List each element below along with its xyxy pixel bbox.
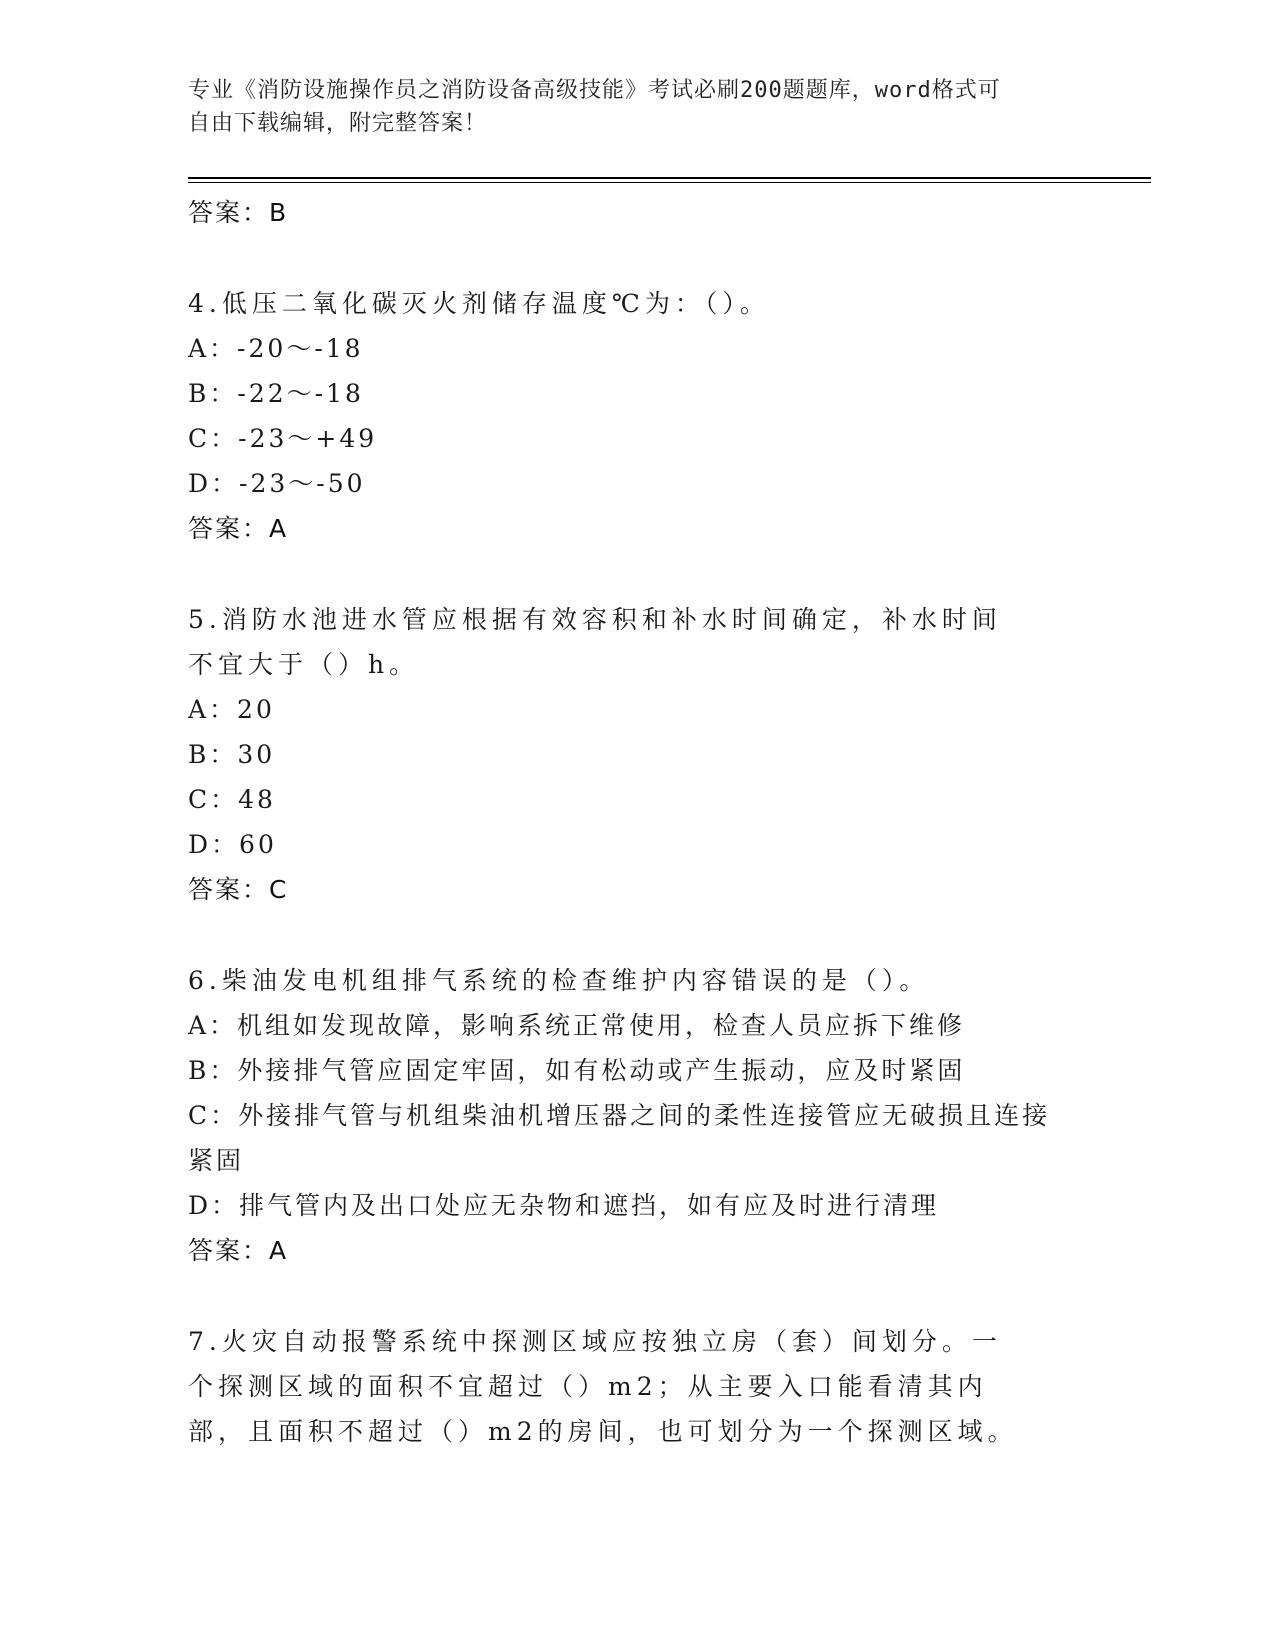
option-c: C：48 bbox=[188, 785, 276, 814]
question-block-4 bbox=[188, 281, 1088, 551]
spacer bbox=[188, 551, 1088, 597]
question-block-7 bbox=[188, 1319, 1088, 1454]
question-block-5 bbox=[188, 597, 1088, 912]
question-text: 5.消防水池进水管应根据有效容积和补水时间确定，补水时间不宜大于（）h。 bbox=[188, 605, 1002, 679]
option-a: A：机组如发现故障，影响系统正常使用，检查人员应拆下维修 bbox=[188, 1011, 966, 1040]
spacer bbox=[188, 235, 1088, 281]
option-c: C：-23～+49 bbox=[188, 424, 378, 453]
header-divider-thin bbox=[188, 182, 1151, 183]
question-text: 7.火灾自动报警系统中探测区域应按独立房（套）间划分。一个探测区域的面积不宜超过（）m2；从主要入口能看清其内部，且面积不超过（）m2的房间，也可划分为一个探测区域。 bbox=[188, 1327, 1018, 1446]
option-c: C：外接排气管与机组柴油机增压器之间的柔性连接管应无破损且连接紧固 bbox=[188, 1101, 1051, 1175]
document-header bbox=[188, 74, 1068, 140]
header-line-1: 专业《消防设施操作员之消防设备高级技能》考试必刷200题题库，word格式可 bbox=[188, 78, 1001, 103]
header-line-2: 自由下载编辑，附完整答案！ bbox=[188, 111, 488, 136]
answer: 答案：A bbox=[188, 1236, 289, 1265]
question-text: 4.低压二氧化碳灭火剂储存温度℃为：（）。 bbox=[188, 289, 770, 318]
option-d: D：-23～-50 bbox=[188, 469, 366, 498]
option-d: D：排气管内及出口处应无杂物和遮挡，如有应及时进行清理 bbox=[188, 1191, 940, 1220]
option-d: D：60 bbox=[188, 830, 277, 859]
option-a: A：20 bbox=[188, 695, 275, 724]
question-text: 6.柴油发电机组排气系统的检查维护内容错误的是（）。 bbox=[188, 966, 930, 995]
spacer bbox=[188, 1273, 1088, 1319]
spacer bbox=[188, 912, 1088, 958]
header-divider-thick bbox=[188, 177, 1151, 179]
answer: 答案：A bbox=[188, 514, 289, 543]
question-block-6 bbox=[188, 958, 1088, 1273]
answer: 答案：C bbox=[188, 875, 289, 904]
option-b: B：-22～-18 bbox=[188, 379, 364, 408]
option-a: A：-20～-18 bbox=[188, 334, 364, 363]
answer-previous: 答案：B bbox=[188, 198, 289, 227]
option-b: B：外接排气管应固定牢固，如有松动或产生振动，应及时紧固 bbox=[188, 1056, 966, 1085]
option-b: B：30 bbox=[188, 740, 276, 769]
question-list bbox=[188, 190, 1088, 1454]
